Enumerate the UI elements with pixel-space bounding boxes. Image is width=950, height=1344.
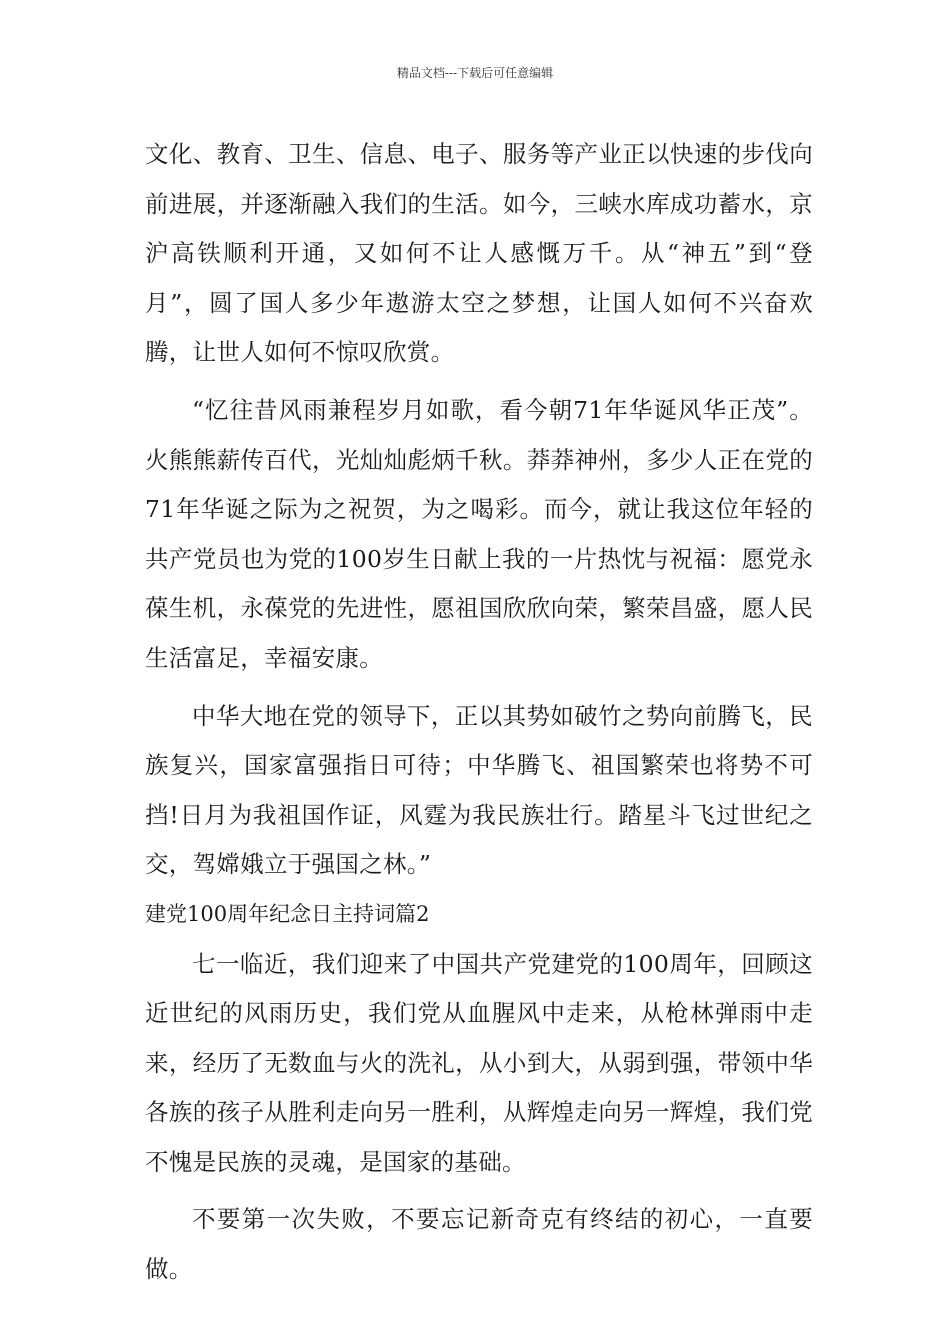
document-body <box>145 130 813 1295</box>
page-header: 精品文档---下载后可任意编辑 <box>396 66 554 80</box>
paragraph-3: 中华大地在党的领导下，正以其势如破竹之势向前腾飞，民族复兴，国家富强指日可待；中华腾飞、祖国繁荣也将势不可挡!日月为我祖国作证，风霆为我民族壮行。踏星斗飞过世纪之交，驾嫦娥立于强国之林。” <box>145 701 813 879</box>
section-heading: 建党100周年纪念日主持词篇2 <box>145 901 430 926</box>
paragraph-4: 七一临近，我们迎来了中国共产党建党的100周年，回顾这近世纪的风雨历史，我们党从血腥风中走来，从枪林弹雨中走来，经历了无数血与火的洗礼，从小到大，从弱到强，带领中华各族的孩子从胜利走向另一胜利，从辉煌走向另一辉煌，我们党不愧是民族的灵魂，是国家的基础。 <box>145 949 813 1176</box>
paragraph-5: 不要第一次失败，不要忘记新奇克有终结的初心，一直要做。 <box>145 1205 813 1284</box>
paragraph-1: 文化、教育、卫生、信息、电子、服务等产业正以快速的步伐向前进展，并逐渐融入我们的生活。如今，三峡水库成功蓄水，京沪高铁顺利开通，又如何不让人感慨万千。从“神五”到“登月”，圆了国人多少年遨游太空之梦想，让国人如何不兴奋欢腾，让世人如何不惊叹欣赏。 <box>145 140 813 367</box>
paragraph-2: “忆往昔风雨兼程岁月如歌，看今朝71年华诞风华正茂”。火熊熊薪传百代，光灿灿彪炳千秋。莽莽神州，多少人正在党的71年华诞之际为之祝贺，为之喝彩。而今，就让我这位年轻的共产党员也为党的100岁生日献上我的一片热忱与祝福：愿党永葆生机，永葆党的先进性，愿祖国欣欣向荣，繁荣昌盛，愿人民生活富足，幸福安康。 <box>145 395 813 672</box>
